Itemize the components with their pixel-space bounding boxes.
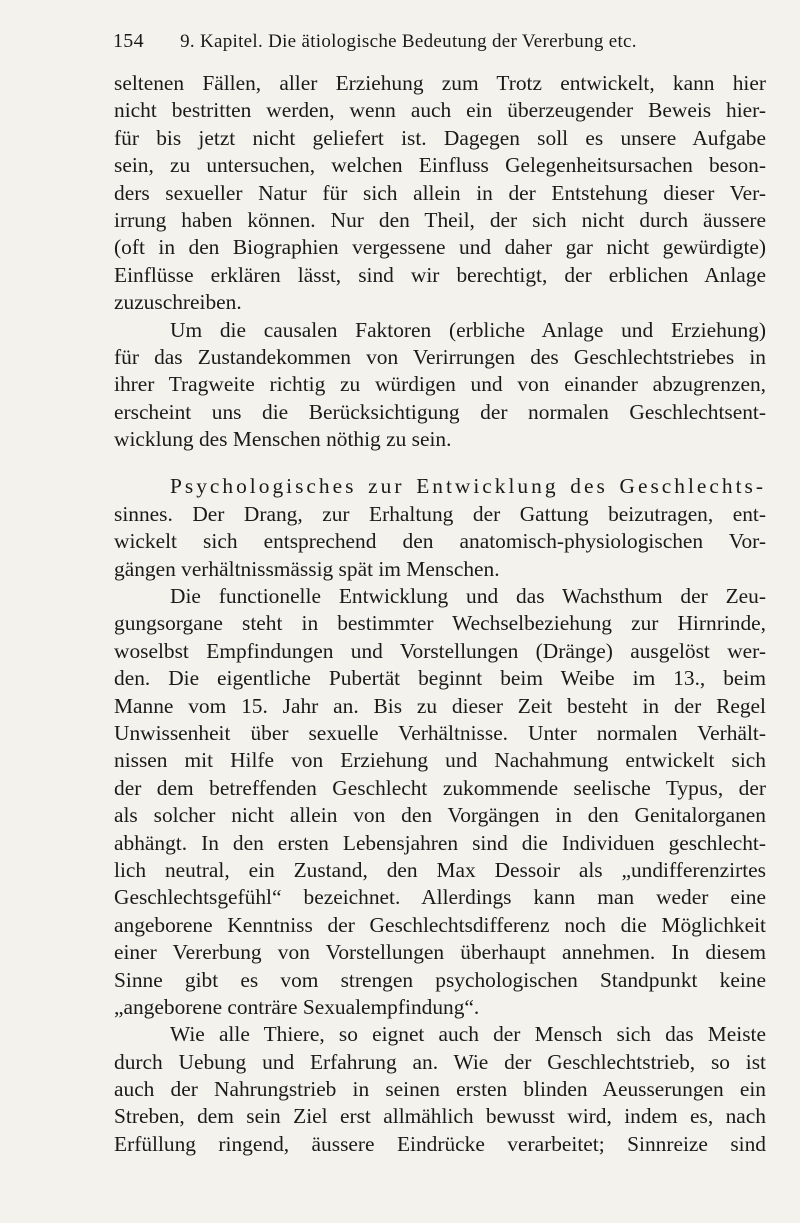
paragraph-3-section-start (114, 473, 766, 583)
text-line: Die functionelle Entwicklung und das Wachsthum der Zeu- (170, 584, 766, 609)
text-line: ders sexueller Natur für sich allein in der Entstehung dieser Ver- (114, 180, 766, 205)
section-gap (114, 453, 766, 473)
text-line: sinnes. Der Drang, zur Erhaltung der Gattung beizutragen, ent- (114, 501, 766, 526)
text-line: Unwissenheit über sexuelle Verhältnisse. Unter normalen Verhält- (114, 720, 766, 745)
text-line: lich neutral, ein Zustand, den Max Dessoir als „undifferenzirtes (114, 857, 766, 882)
text-line: ihrer Tragweite richtig zu würdigen und von einander abzugrenzen, (114, 372, 766, 397)
text-line: irrung haben können. Nur den Theil, der sich nicht durch äussere (114, 207, 766, 232)
text-line: auch der Nahrungstrieb in seinen ersten blinden Aeusserungen ein (114, 1077, 766, 1102)
text-line: erscheint uns die Berücksichtigung der normalen Geschlechtsent- (114, 399, 766, 424)
text-line: angeborene Kenntniss der Geschlechtsdifferenz noch die Möglichkeit (114, 912, 766, 937)
text-line: als solcher nicht allein von den Vorgängen in den Genitalorganen (114, 803, 766, 828)
paragraph-1 (114, 70, 766, 317)
text-line: nissen mit Hilfe von Erziehung und Nachahmung entwickelt sich (114, 748, 766, 773)
paragraph-2 (114, 317, 766, 454)
text-line: Manne vom 15. Jahr an. Bis zu dieser Zeit besteht in der Regel (114, 693, 766, 718)
text-line: Sinne gibt es vom strengen psychologischen Standpunkt keine (114, 967, 766, 992)
text-line: seltenen Fällen, aller Erziehung zum Trotz entwickelt, kann hier (114, 71, 766, 95)
text-line: (oft in den Biographien vergessene und daher gar nicht gewürdigte) (114, 235, 766, 260)
text-line: Wie alle Thiere, so eignet auch der Mensch sich das Meiste (170, 1022, 766, 1047)
text-line: Geschlechtsgefühl“ bezeichnet. Allerdings kann man weder eine (114, 885, 766, 910)
paragraph-4 (114, 583, 766, 1021)
text-line: abhängt. In den ersten Lebensjahren sind die Individuen geschlecht- (114, 830, 766, 855)
text-line: wicklung des Menschen nöthig zu sein. (114, 427, 452, 452)
section-heading-line: Psychologisches zur Entwicklung des Geschlechts- (170, 474, 766, 499)
text-line: einer Vererbung von Vorstellungen überhaupt annehmen. In diesem (114, 940, 766, 965)
text-line: durch Uebung und Erfahrung an. Wie der Geschlechtstrieb, so ist (114, 1049, 766, 1074)
text-line: Streben, dem sein Ziel erst allmählich bewusst wird, indem es, nach (114, 1104, 766, 1129)
text-line: Einflüsse erklären lässt, sind wir berechtigt, der erblichen Anlage (114, 262, 766, 287)
text-line: für bis jetzt nicht geliefert ist. Dagegen soll es unsere Aufgabe (114, 125, 766, 150)
text-line: Um die causalen Faktoren (erbliche Anlage und Erziehung) (170, 317, 766, 342)
text-line: den. Die eigentliche Pubertät beginnt beim Weibe im 13., beim (114, 666, 766, 691)
text-line: „angeborene conträre Sexualempfindung“. (114, 994, 480, 1019)
text-line: gungsorgane steht in bestimmter Wechselbeziehung zur Hirnrinde, (114, 611, 766, 636)
running-header (113, 30, 673, 53)
text-body (114, 70, 766, 1158)
text-line: zuzuschreiben. (114, 290, 242, 315)
text-line: Erfüllung ringend, äussere Eindrücke verarbeitet; Sinnreize sind (114, 1131, 766, 1156)
text-line: sein, zu untersuchen, welchen Einfluss Gelegenheitsursachen beson- (114, 153, 766, 178)
text-line: der dem betreffenden Geschlecht zukommende seelische Typus, der (114, 775, 766, 800)
page-number: 154 (113, 30, 144, 52)
paragraph-5 (114, 1021, 766, 1158)
text-line: für das Zustandekommen von Verirrungen des Geschlechtstriebes in (114, 344, 766, 369)
text-line: nicht bestritten werden, wenn auch ein überzeugender Beweis hier- (114, 98, 766, 123)
text-line: gängen verhältnissmässig spät im Menschen. (114, 556, 500, 581)
running-title: 9. Kapitel. Die ätiologische Bedeutung der Vererbung etc. (180, 31, 637, 52)
text-line: woselbst Empfindungen und Vorstellungen (Dränge) ausgelöst wer- (114, 638, 766, 663)
text-line: wickelt sich entsprechend den anatomisch-physiologischen Vor- (114, 529, 766, 554)
